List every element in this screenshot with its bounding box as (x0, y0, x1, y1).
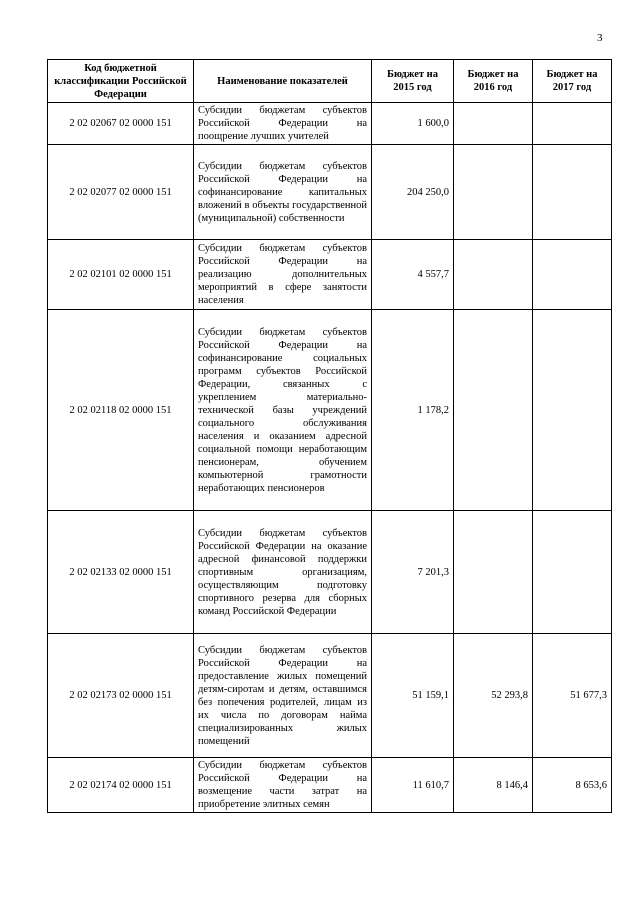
header-budget-2015: Бюджет на 2015 год (372, 60, 454, 103)
row-code: 2 02 02174 02 0000 151 (48, 758, 194, 813)
table-row (48, 634, 612, 758)
row-budget-2017 (533, 103, 612, 145)
budget-table (47, 59, 612, 813)
row-budget-2016 (454, 511, 533, 634)
row-budget-2016: 52 293,8 (454, 634, 533, 758)
row-name: Субсидии бюджетам субъектов Российской Федерации на реализацию дополнительных мероприятий в сфере занятости населения (194, 240, 372, 310)
table-row (48, 240, 612, 310)
row-name: Субсидии бюджетам субъектов Российской Федерации на возмещение части затрат на приобретение элитных семян (194, 758, 372, 813)
row-budget-2017 (533, 310, 612, 511)
row-name: Субсидии бюджетам субъектов Российской Федерации на оказание адресной финансовой поддержки спортивным организациям, осуществляющим подготовку спортивного резерва для сборных команд Российской Федерации (194, 511, 372, 634)
row-budget-2015: 1 178,2 (372, 310, 454, 511)
row-name: Субсидии бюджетам субъектов Российской Федерации на поощрение лучших учителей (194, 103, 372, 145)
row-budget-2015: 204 250,0 (372, 145, 454, 240)
row-code: 2 02 02077 02 0000 151 (48, 145, 194, 240)
row-budget-2016 (454, 145, 533, 240)
row-name: Субсидии бюджетам субъектов Российской Федерации на предоставление жилых помещений детям-сиротам и детям, оставшимся без попечения родителей, лицам из их числа по договорам найма специализированных жилых помещений (194, 634, 372, 758)
row-name: Субсидии бюджетам субъектов Российской Федерации на софинансирование социальных программ субъектов Российской Федерации, связанных с укреплением материально-технической базы учреждений социального обслуживания населения и оказанием адресной социальной помощи неработающим пенсионерам, обучением компьютерной грамотности неработающих пенсионеров (194, 310, 372, 511)
table-row (48, 145, 612, 240)
row-name: Субсидии бюджетам субъектов Российской Федерации на софинансирование капитальных вложений в объекты государственной (муниципальной) собственности (194, 145, 372, 240)
row-budget-2015: 1 600,0 (372, 103, 454, 145)
row-budget-2015: 51 159,1 (372, 634, 454, 758)
table-row (48, 758, 612, 813)
row-budget-2017: 8 653,6 (533, 758, 612, 813)
row-budget-2015: 7 201,3 (372, 511, 454, 634)
table-row (48, 103, 612, 145)
row-budget-2016 (454, 310, 533, 511)
page-number: 3 (597, 32, 603, 44)
header-code: Код бюджетной классификации Российской Федерации (48, 60, 194, 103)
row-budget-2016 (454, 103, 533, 145)
table-row (48, 310, 612, 511)
row-code: 2 02 02101 02 0000 151 (48, 240, 194, 310)
row-budget-2017 (533, 240, 612, 310)
row-code: 2 02 02118 02 0000 151 (48, 310, 194, 511)
row-budget-2017: 51 677,3 (533, 634, 612, 758)
header-budget-2016: Бюджет на 2016 год (454, 60, 533, 103)
row-budget-2017 (533, 511, 612, 634)
header-name: Наименование показателей (194, 60, 372, 103)
row-budget-2016: 8 146,4 (454, 758, 533, 813)
row-budget-2015: 4 557,7 (372, 240, 454, 310)
row-budget-2015: 11 610,7 (372, 758, 454, 813)
row-code: 2 02 02067 02 0000 151 (48, 103, 194, 145)
table-header-row (48, 60, 612, 103)
row-budget-2016 (454, 240, 533, 310)
row-code: 2 02 02133 02 0000 151 (48, 511, 194, 634)
row-budget-2017 (533, 145, 612, 240)
row-code: 2 02 02173 02 0000 151 (48, 634, 194, 758)
header-budget-2017: Бюджет на 2017 год (533, 60, 612, 103)
table-row (48, 511, 612, 634)
